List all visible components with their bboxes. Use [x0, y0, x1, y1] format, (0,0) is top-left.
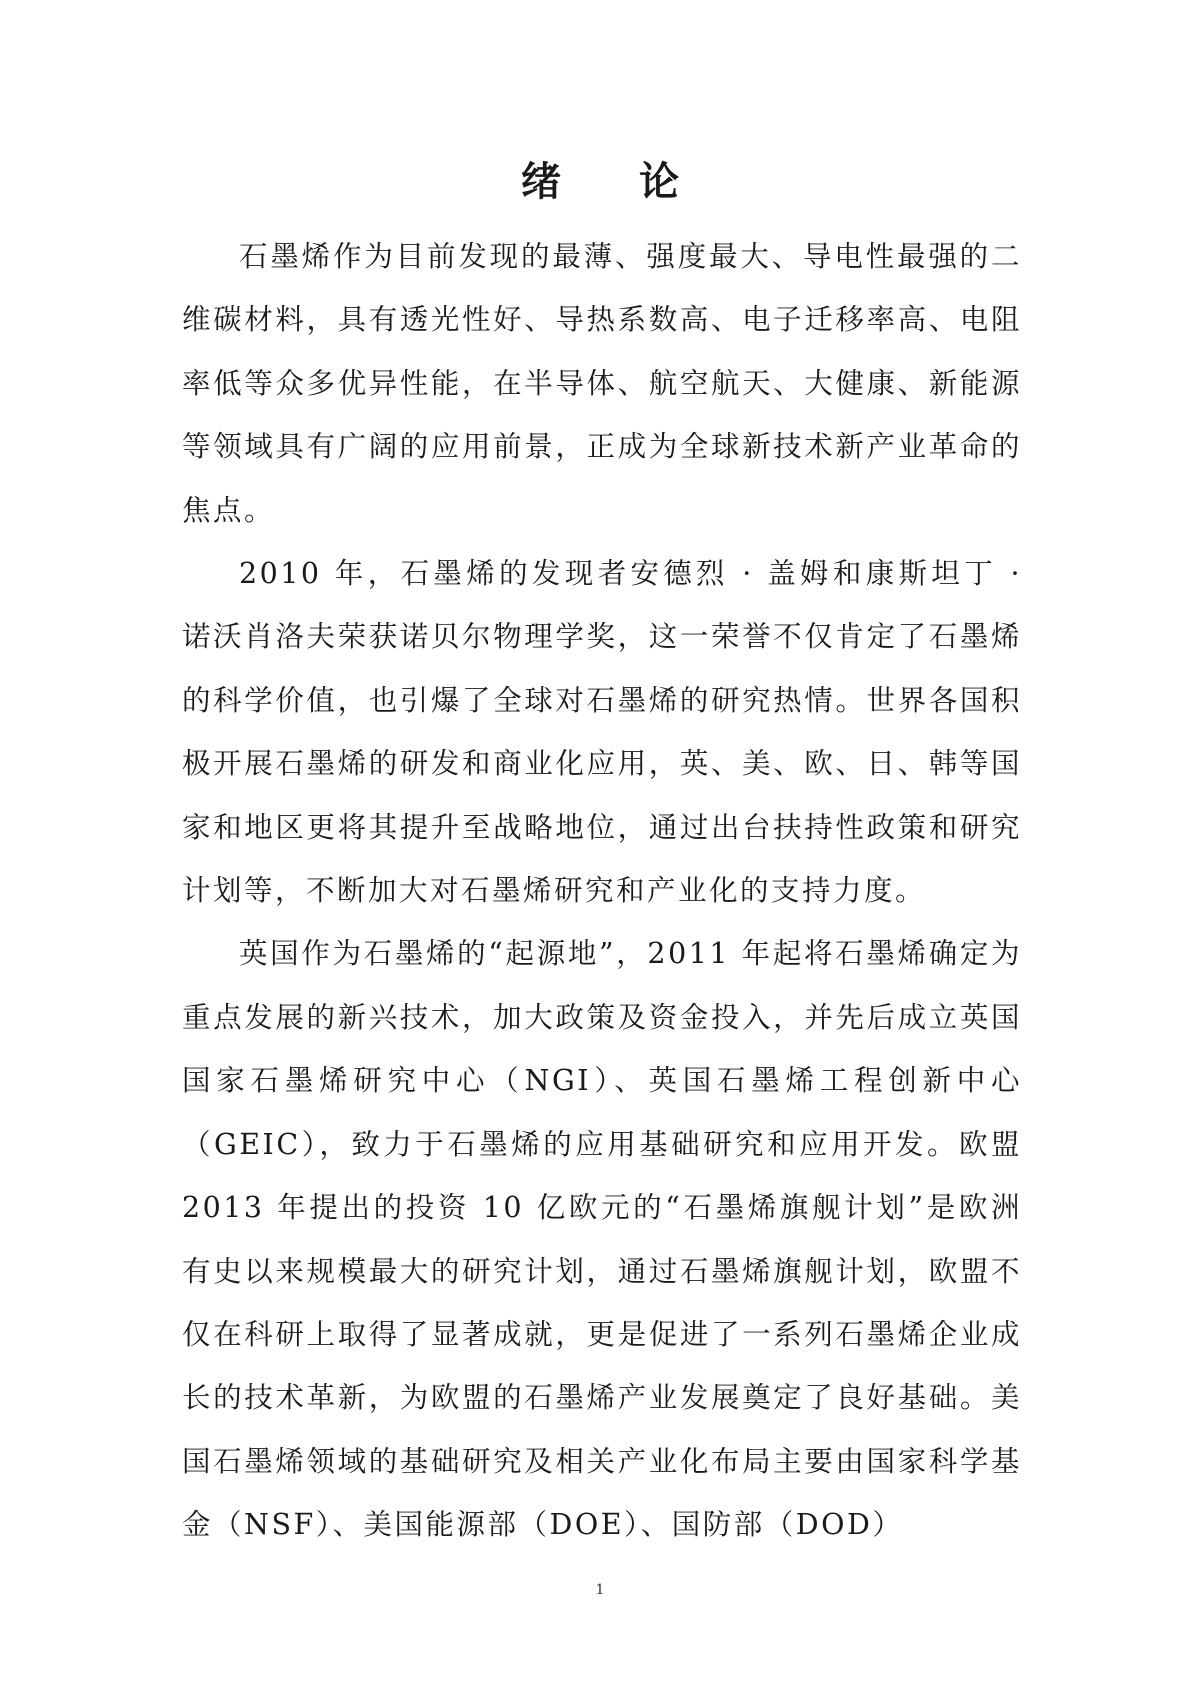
paragraph-2: 2010 年，石墨烯的发现者安德烈 · 盖姆和康斯坦丁 · 诺沃肖洛夫荣获诺贝尔物理学奖，这一荣誉不仅肯定了石墨烯的科学价值，也引爆了全球对石墨烯的研究热情。世界各国积极开展石墨烯的研发和商业化应用，英、美、欧、日、韩等国家和地区更将其提升至战略地位，通过出台扶持性政策和研究计划等，不断加大对石墨烯研究和产业化的支持力度。	[182, 557, 1022, 908]
page-number: 1	[595, 1582, 605, 1598]
page-title: 绪 论	[521, 158, 711, 205]
paragraph-1: 石墨烯作为目前发现的最薄、强度最大、导电性最强的二维碳材料，具有透光性好、导热系数高、电子迁移率高、电阻率低等众多优异性能，在半导体、航空航天、大健康、新能源等领域具有广阔的应用前景，正成为全球新技术新产业革命的焦点。	[182, 240, 1022, 527]
body-text	[182, 225, 1022, 1557]
paragraph-3: 英国作为石墨烯的“起源地”，2011 年起将石墨烯确定为重点发展的新兴技术，加大政策及资金投入，并先后成立英国国家石墨烯研究中心（NGI）、英国石墨烯工程创新中心（GEIC），致力于石墨烯的应用基础研究和应用开发。欧盟 2013 年提出的投资 10 亿欧元的“石墨烯旗舰计划”是欧洲有史以来规模最大的研究计划，通过石墨烯旗舰计划，欧盟不仅在科研上取得了显著成就，更是促进了一系列石墨烯企业成长的技术革新，为欧盟的石墨烯产业发展奠定了良好基础。美国石墨烯领域的基础研究及相关产业化布局主要由国家科学基金（NSF）、美国能源部（DOE）、国防部（DOD）	[182, 937, 1022, 1542]
